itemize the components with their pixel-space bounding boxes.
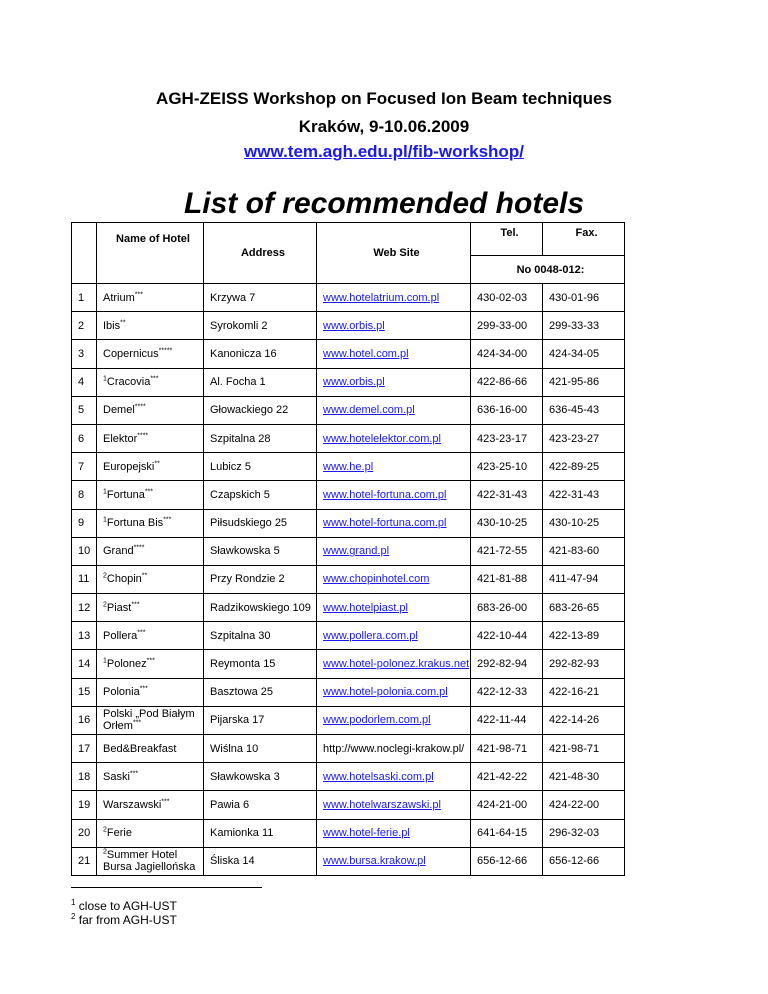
hotel-address: Czapskich 5 <box>204 481 317 509</box>
table-row <box>72 622 625 650</box>
hotel-website-link[interactable]: www.bursa.krakow.pl <box>317 847 471 875</box>
hotel-website-link[interactable]: www.hotelpiast.pl <box>317 594 471 622</box>
hotel-stars: *** <box>150 375 159 383</box>
hotel-address: Sławkowska 3 <box>204 763 317 791</box>
hotel-name <box>97 735 204 763</box>
hotel-name-text: Piast <box>106 601 132 614</box>
hotel-tel: 636-16-00 <box>471 396 543 424</box>
hotel-name-text: Polonia <box>103 686 140 699</box>
hotel-website-link[interactable]: www.hotelwarszawski.pl <box>317 791 471 819</box>
hotel-name-text: Saski <box>103 770 130 783</box>
page-title: List of recommended hotels <box>183 187 585 220</box>
hotel-number: 9 <box>72 509 97 537</box>
hotel-name-text: Copernicus <box>103 347 159 360</box>
table-row <box>72 312 625 340</box>
hotel-address: Szpitalna 28 <box>204 424 317 452</box>
hotel-address: Szpitalna 30 <box>204 622 317 650</box>
hotel-name <box>97 650 204 678</box>
hotel-stars: *** <box>146 657 155 665</box>
hotel-tel: 422-12-33 <box>471 678 543 706</box>
hotel-name <box>97 312 204 340</box>
hotel-name <box>97 791 204 819</box>
hotel-name <box>97 594 204 622</box>
website-header: Web Site <box>317 223 471 284</box>
hotel-fax: 430-01-96 <box>543 284 625 312</box>
hotel-name <box>97 763 204 791</box>
hotel-fax: 422-31-43 <box>543 481 625 509</box>
footnote-1: $^1$ close to AGH-UST <box>71 898 177 913</box>
hotel-tel: 421-81-88 <box>471 565 543 593</box>
hotel-number: 16 <box>72 706 97 734</box>
hotel-name-text: Elektor <box>103 432 138 445</box>
hotel-rows <box>72 284 625 876</box>
hotel-tel: 424-34-00 <box>471 340 543 368</box>
hotel-website-link[interactable]: www.hotelatrium.com.pl <box>317 284 471 312</box>
hotel-address: Al. Focha 1 <box>204 368 317 396</box>
hotel-fax: 424-34-05 <box>543 340 625 368</box>
workshop-title: AGH-ZEISS Workshop on Focused Ion Beam techniques <box>156 89 612 108</box>
table-row <box>72 565 625 593</box>
hotel-address: Reymonta 15 <box>204 650 317 678</box>
name-header: Name of Hotel <box>97 223 204 284</box>
hotel-name-text: Summer Hotel Bursa Jagiellońska <box>103 849 196 874</box>
hotel-stars: *** <box>161 798 170 806</box>
hotel-name-text: Grand <box>103 545 134 558</box>
hotel-stars: ** <box>154 460 160 468</box>
hotel-tel: 424-21-00 <box>471 791 543 819</box>
hotel-name <box>97 706 204 734</box>
table-row <box>72 424 625 452</box>
hotel-name <box>97 396 204 424</box>
hotel-fax: 423-23-27 <box>543 424 625 452</box>
hotel-stars: *** <box>132 719 142 727</box>
hotel-website-link[interactable]: www.chopinhotel.com <box>317 565 471 593</box>
hotel-name <box>97 481 204 509</box>
hotel-address: Basztowa 25 <box>204 678 317 706</box>
hotel-name <box>97 424 204 452</box>
hotel-address: Kamionka 11 <box>204 819 317 847</box>
hotel-number: 4 <box>72 368 97 396</box>
hotel-fax: 424-22-00 <box>543 791 625 819</box>
table-row <box>72 763 625 791</box>
hotel-tel: 422-86-66 <box>471 368 543 396</box>
hotel-tel: 423-23-17 <box>471 424 543 452</box>
hotel-address: Radzikowskiego 109 <box>204 594 317 622</box>
hotel-address: Piłsudskiego 25 <box>204 509 317 537</box>
hotel-stars: *** <box>134 290 143 298</box>
table-row <box>72 650 625 678</box>
hotel-tel: 422-10-44 <box>471 622 543 650</box>
table-row <box>72 340 625 368</box>
hotel-website-link[interactable]: www.hotel-polonia.com.pl <box>317 678 471 706</box>
hotel-number: 20 <box>72 819 97 847</box>
hotel-note-mark: 2 <box>103 848 107 856</box>
hotel-number: 6 <box>72 424 97 452</box>
hotel-tel: 423-25-10 <box>471 453 543 481</box>
hotel-name-text: Polonez <box>106 658 147 671</box>
table-row <box>72 594 625 622</box>
table-row <box>72 453 625 481</box>
phone-prefix-header: No 0048-012: <box>471 256 625 284</box>
hotel-stars: *** <box>163 516 172 524</box>
hotel-stars: *** <box>131 601 140 608</box>
hotel-note-mark: 1 <box>103 488 107 496</box>
hotel-name-text: Demel <box>103 404 135 417</box>
hotel-stars: *** <box>137 629 146 637</box>
workshop-link[interactable]: www.tem.agh.edu.pl/fib-workshop/ <box>244 142 524 161</box>
hotel-number: 21 <box>72 847 97 875</box>
address-header: Address <box>204 223 317 284</box>
hotels-table <box>71 222 625 876</box>
hotel-website-link[interactable]: www.hotel-fortuna.com.pl <box>317 509 471 537</box>
hotel-fax: 421-95-86 <box>543 368 625 396</box>
table-row <box>72 396 625 424</box>
hotel-number: 1 <box>72 284 97 312</box>
hotel-website-link[interactable]: www.he.pl <box>317 453 471 481</box>
hotel-stars: *** <box>144 488 154 496</box>
hotel-name-text: Chopin <box>106 573 142 586</box>
hotel-website-link[interactable]: www.hotel.com.pl <box>317 340 471 368</box>
hotel-tel: 292-82-94 <box>471 650 543 678</box>
table-row <box>72 368 625 396</box>
hotel-name-text: Cracovia <box>106 376 151 389</box>
hotel-note-mark: 1 <box>103 375 107 383</box>
hotel-stars: ** <box>120 319 126 327</box>
table-row <box>72 735 625 763</box>
hotel-number: 5 <box>72 396 97 424</box>
hotel-stars: **** <box>137 431 149 439</box>
hotel-number: 14 <box>72 650 97 678</box>
tel-header: Tel. <box>471 223 543 256</box>
hotel-name <box>97 537 204 565</box>
hotel-number: 2 <box>72 312 97 340</box>
hotel-tel: 422-11-44 <box>471 706 543 734</box>
workshop-date-location: Kraków, 9-10.06.2009 <box>298 117 470 136</box>
hotel-fax: 422-13-89 <box>543 622 625 650</box>
hotel-fax: 421-83-60 <box>543 537 625 565</box>
hotel-name-text: Polski „Pod Białym Orłem <box>103 708 195 733</box>
hotel-website-link[interactable]: www.hotel-polonez.krakus.net <box>317 650 471 678</box>
hotel-website-link[interactable]: http://www.noclegi-krakow.pl/ <box>317 735 471 763</box>
hotel-stars: ***** <box>158 347 173 355</box>
hotel-name-text: Ferie <box>106 827 132 840</box>
table-row <box>72 706 625 734</box>
hotel-website-link[interactable]: www.orbis.pl <box>317 312 471 340</box>
hotel-name-text: Ibis <box>103 319 121 332</box>
table-row <box>72 284 625 312</box>
hotel-note-mark: 1 <box>103 516 107 524</box>
hotel-address: Syrokomli 2 <box>204 312 317 340</box>
hotel-fax: 296-32-03 <box>543 819 625 847</box>
hotel-stars: **** <box>134 403 146 411</box>
hotel-number: 11 <box>72 565 97 593</box>
hotel-name-text: Warszawski <box>103 798 162 811</box>
hotel-number: 8 <box>72 481 97 509</box>
hotel-number: 17 <box>72 735 97 763</box>
hotel-tel: 421-72-55 <box>471 537 543 565</box>
hotel-tel: 421-98-71 <box>471 735 543 763</box>
hotel-stars: *** <box>129 770 139 778</box>
table-row <box>72 481 625 509</box>
hotel-number: 12 <box>72 594 97 622</box>
hotel-number: 3 <box>72 340 97 368</box>
hotel-number: 7 <box>72 453 97 481</box>
hotel-note-mark: 2 <box>103 826 107 834</box>
hotel-name-text: Bed&Breakfast <box>103 742 177 755</box>
hotel-number: 10 <box>72 537 97 565</box>
hotel-website-link[interactable]: www.hotel-fortuna.com.pl <box>317 481 471 509</box>
hotel-number: 13 <box>72 622 97 650</box>
hotel-website-link[interactable]: www.grand.pl <box>317 537 471 565</box>
hotel-fax: 656-12-66 <box>543 847 625 875</box>
hotel-name <box>97 453 204 481</box>
hotel-name-text: Pollera <box>103 629 138 642</box>
hotel-number: 18 <box>72 763 97 791</box>
table-row <box>72 678 625 706</box>
hotel-address: Wiślna 10 <box>204 735 317 763</box>
hotel-tel: 430-02-03 <box>471 284 543 312</box>
hotel-stars: *** <box>139 685 148 693</box>
hotel-name-text: Atrium <box>103 291 135 304</box>
hotel-name <box>97 622 204 650</box>
hotel-tel: 421-42-22 <box>471 763 543 791</box>
table-row <box>72 819 625 847</box>
hotel-fax: 292-82-93 <box>543 650 625 678</box>
footnote-divider <box>71 887 262 888</box>
hotel-note-mark: 2 <box>103 572 107 580</box>
no-header <box>72 223 97 284</box>
hotel-website-link[interactable]: www.hotelsaski.com.pl <box>317 763 471 791</box>
hotel-fax: 411-47-94 <box>543 565 625 593</box>
hotel-address: Śliska 14 <box>204 847 317 875</box>
hotel-address: Pawia 6 <box>204 791 317 819</box>
hotel-website-link[interactable]: www.podorlem.com.pl <box>317 706 471 734</box>
hotel-name <box>97 340 204 368</box>
hotel-fax: 636-45-43 <box>543 396 625 424</box>
hotel-name <box>97 284 204 312</box>
hotel-name <box>97 678 204 706</box>
footnote-2-text: far from AGH-UST <box>78 913 177 927</box>
hotel-note-mark: 1 <box>103 657 107 665</box>
hotel-name <box>97 368 204 396</box>
hotel-fax: 422-16-21 <box>543 678 625 706</box>
hotel-tel: 656-12-66 <box>471 847 543 875</box>
hotel-website-link[interactable]: www.hotel-ferie.pl <box>317 819 471 847</box>
hotel-stars: ** <box>141 572 148 580</box>
hotel-name <box>97 847 204 875</box>
hotel-address: Lubicz 5 <box>204 453 317 481</box>
footnote-2: $^2$ far from AGH-UST <box>71 912 177 927</box>
hotel-fax: 299-33-33 <box>543 312 625 340</box>
hotel-name <box>97 819 204 847</box>
hotel-fax: 422-89-25 <box>543 453 625 481</box>
hotel-tel: 683-26-00 <box>471 594 543 622</box>
hotel-website-link[interactable]: www.orbis.pl <box>317 368 471 396</box>
hotel-fax: 421-48-30 <box>543 763 625 791</box>
table-row <box>72 509 625 537</box>
hotel-number: 19 <box>72 791 97 819</box>
hotel-address: Sławkowska 5 <box>204 537 317 565</box>
hotel-stars: **** <box>133 544 145 552</box>
hotel-address: Kanonicza 16 <box>204 340 317 368</box>
hotel-address: Przy Rondzie 2 <box>204 565 317 593</box>
hotel-tel: 430-10-25 <box>471 509 543 537</box>
table-row <box>72 537 625 565</box>
hotel-address: Głowackiego 22 <box>204 396 317 424</box>
hotel-tel: 299-33-00 <box>471 312 543 340</box>
hotel-name <box>97 509 204 537</box>
hotel-note-mark: 2 <box>103 601 107 608</box>
hotel-tel: 422-31-43 <box>471 481 543 509</box>
hotel-name <box>97 565 204 593</box>
hotel-address: Pijarska 17 <box>204 706 317 734</box>
fax-header: Fax. <box>543 223 625 256</box>
hotel-fax: 422-14-26 <box>543 706 625 734</box>
hotel-website-link[interactable]: www.hotelelektor.com.pl <box>317 424 471 452</box>
hotel-fax: 683-26-65 <box>543 594 625 622</box>
footnote-1-text: close to AGH-UST <box>78 899 177 913</box>
hotel-tel: 641-64-15 <box>471 819 543 847</box>
hotel-fax: 430-10-25 <box>543 509 625 537</box>
table-row <box>72 847 625 875</box>
hotel-website-link[interactable]: www.pollera.com.pl <box>317 622 471 650</box>
hotel-fax: 421-98-71 <box>543 735 625 763</box>
hotel-number: 15 <box>72 678 97 706</box>
hotel-name-text: Fortuna Bis <box>106 517 164 530</box>
hotel-name-text: Europejski <box>103 460 155 473</box>
hotel-address: Krzywa 7 <box>204 284 317 312</box>
hotel-name-text: Fortuna <box>106 488 145 501</box>
hotel-website-link[interactable]: www.demel.com.pl <box>317 396 471 424</box>
table-row <box>72 791 625 819</box>
